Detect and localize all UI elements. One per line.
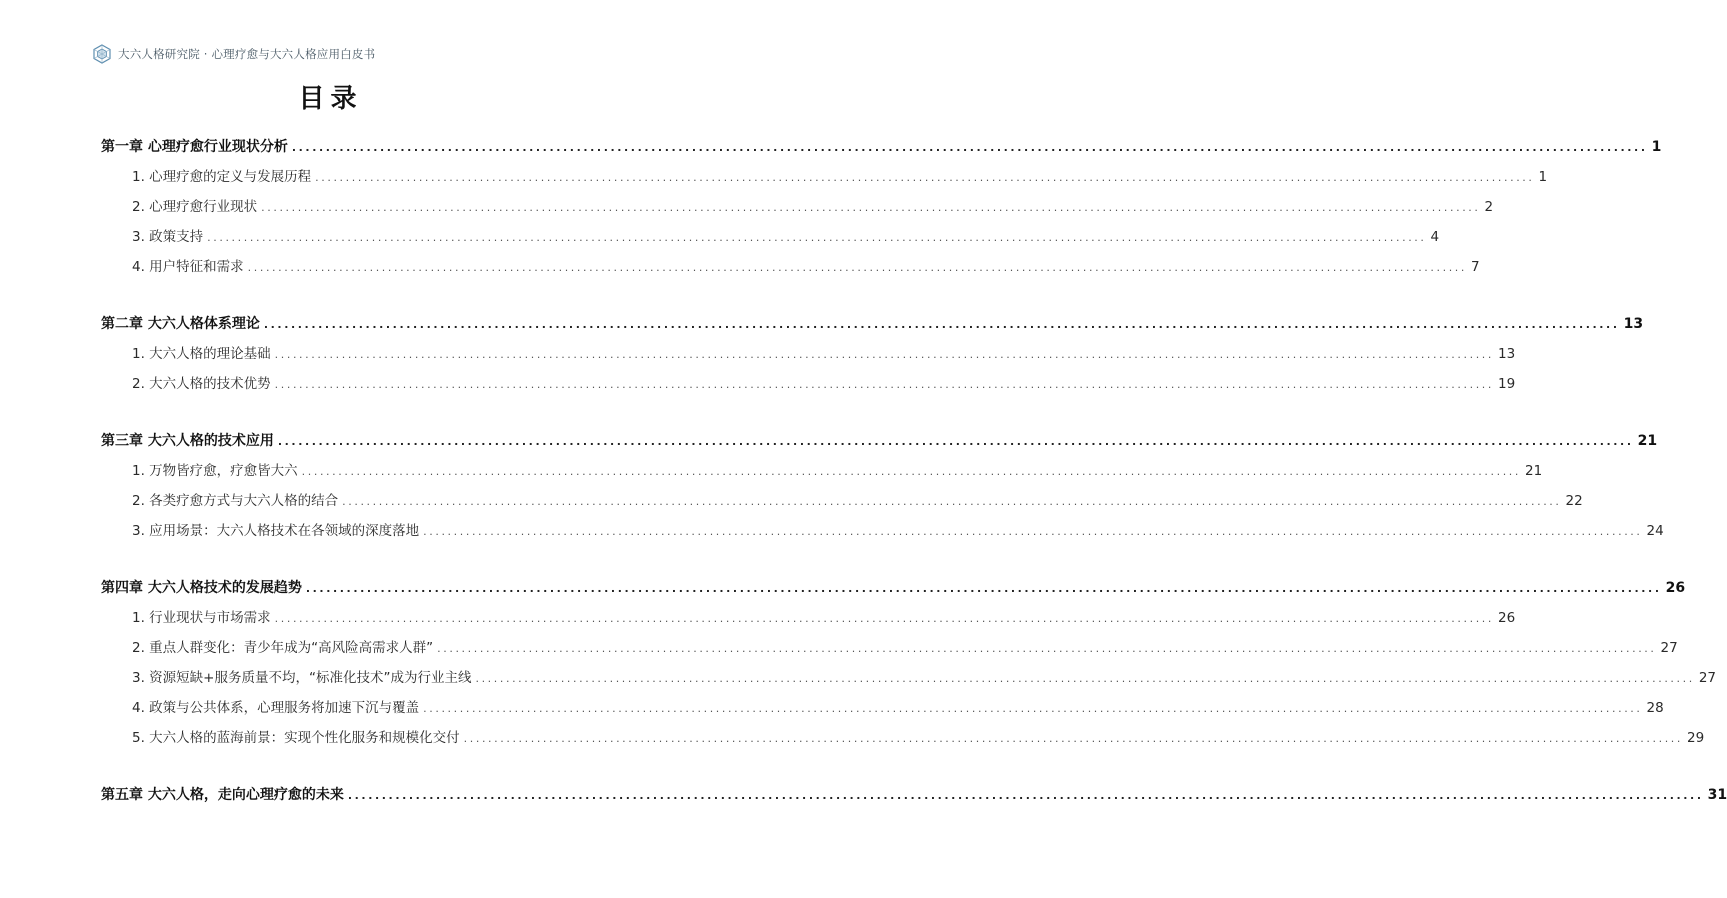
toc-chapter[interactable] bbox=[101, 780, 1727, 810]
dot-leader: ........................................................................................................................................................................................................ bbox=[475, 672, 1695, 685]
toc-item-label: 2. 大六人格的技术优势 bbox=[132, 376, 271, 392]
dot-leader: ........................................................................................................................................................................................................ bbox=[207, 231, 1427, 244]
toc-item-label: 1. 行业现状与市场需求 bbox=[132, 610, 271, 626]
page-title: 目录 bbox=[298, 84, 363, 114]
toc-chapter[interactable] bbox=[101, 573, 1686, 603]
toc-item[interactable] bbox=[101, 663, 1716, 693]
toc-item-label: 4. 用户特征和需求 bbox=[132, 259, 244, 275]
toc-item-page-number: 22 bbox=[1565, 493, 1583, 509]
toc-chapter-label: 第三章 大六人格的技术应用 bbox=[101, 433, 274, 449]
hexagon-network-logo-icon bbox=[92, 44, 112, 64]
dot-leader: ........................................................................................................................................................................................................ bbox=[423, 702, 1643, 715]
toc-item[interactable] bbox=[101, 456, 1543, 486]
toc-item[interactable] bbox=[101, 162, 1548, 192]
toc-chapter[interactable] bbox=[101, 132, 1662, 162]
dot-leader: ........................................................................................................................................................................................................ bbox=[463, 732, 1683, 745]
toc-item-label: 2. 心理疗愈行业现状 bbox=[132, 199, 258, 215]
toc-item-page-number: 27 bbox=[1698, 670, 1716, 686]
toc-item-label: 3. 应用场景：大六人格技术在各领域的深度落地 bbox=[132, 523, 420, 539]
chapter-spacer bbox=[101, 282, 564, 309]
toc-chapter-label: 第二章 大六人格体系理论 bbox=[101, 316, 260, 332]
toc-item-page-number: 13 bbox=[1498, 346, 1516, 362]
toc-item-page-number: 29 bbox=[1687, 730, 1705, 746]
chapter-spacer bbox=[101, 753, 564, 780]
toc-chapter-page-number: 31 bbox=[1707, 787, 1727, 803]
toc-chapter-label: 第四章 大六人格技术的发展趋势 bbox=[101, 580, 302, 596]
table-of-contents bbox=[101, 132, 1727, 810]
chapter-spacer bbox=[101, 399, 564, 426]
toc-item[interactable] bbox=[101, 222, 1440, 252]
dot-leader: ........................................................................................................................................................................................................ bbox=[247, 261, 1467, 274]
toc-chapter-label: 第一章 心理疗愈行业现状分析 bbox=[101, 139, 288, 155]
toc-item-label: 3. 资源短缺+服务质量不均，“标准化技术”成为行业主线 bbox=[132, 670, 472, 686]
dot-leader: ........................................................................................................................................................................................................ bbox=[423, 525, 1643, 538]
toc-item[interactable] bbox=[101, 339, 1516, 369]
toc-chapter-page-number: 13 bbox=[1623, 316, 1644, 332]
toc-item-label: 2. 重点人群变化：青少年成为“高风险高需求人群” bbox=[132, 640, 434, 656]
toc-item-page-number: 28 bbox=[1646, 700, 1664, 716]
dot-leader: ........................................................................................................................................................................................................ bbox=[263, 318, 1620, 331]
toc-item[interactable] bbox=[101, 369, 1516, 399]
toc-item-label: 1. 心理疗愈的定义与发展历程 bbox=[132, 169, 312, 185]
toc-item-page-number: 1 bbox=[1538, 169, 1548, 185]
toc-chapter-page-number: 1 bbox=[1651, 139, 1662, 155]
toc-item-page-number: 26 bbox=[1498, 610, 1516, 626]
toc-item[interactable] bbox=[101, 693, 1664, 723]
toc-item-page-number: 19 bbox=[1498, 376, 1516, 392]
dot-leader: ........................................................................................................................................................................................................ bbox=[301, 465, 1521, 478]
toc-item[interactable] bbox=[101, 192, 1494, 222]
dot-leader: ........................................................................................................................................................................................................ bbox=[274, 348, 1494, 361]
toc-item-page-number: 4 bbox=[1430, 229, 1440, 245]
toc-item-page-number: 2 bbox=[1484, 199, 1494, 215]
dot-leader: ........................................................................................................................................................................................................ bbox=[277, 435, 1634, 448]
toc-item[interactable] bbox=[101, 603, 1516, 633]
toc-item-page-number: 7 bbox=[1471, 259, 1480, 275]
toc-chapter-page-number: 26 bbox=[1665, 580, 1686, 596]
toc-item-label: 3. 政策支持 bbox=[132, 229, 204, 245]
dot-leader: ........................................................................................................................................................................................................ bbox=[347, 789, 1704, 802]
toc-item[interactable] bbox=[101, 723, 1705, 753]
toc-item-label: 1. 万物皆疗愈，疗愈皆大六 bbox=[132, 463, 298, 479]
dot-leader: ........................................................................................................................................................................................................ bbox=[342, 495, 1562, 508]
dot-leader: ........................................................................................................................................................................................................ bbox=[437, 642, 1657, 655]
dot-leader: ........................................................................................................................................................................................................ bbox=[315, 171, 1535, 184]
header-title: 大六人格研究院 · 心理疗愈与大六人格应用白皮书 bbox=[118, 47, 376, 61]
toc-item[interactable] bbox=[101, 252, 1480, 282]
toc-item-label: 1. 大六人格的理论基础 bbox=[132, 346, 271, 362]
toc-item[interactable] bbox=[101, 633, 1678, 663]
dot-leader: ........................................................................................................................................................................................................ bbox=[274, 378, 1494, 391]
toc-chapter[interactable] bbox=[101, 309, 1644, 339]
toc-chapter-label: 第五章 大六人格，走向心理疗愈的未来 bbox=[101, 787, 344, 803]
toc-item-label: 4. 政策与公共体系，心理服务将加速下沉与覆盖 bbox=[132, 700, 420, 716]
dot-leader: ........................................................................................................................................................................................................ bbox=[274, 612, 1494, 625]
toc-item[interactable] bbox=[101, 516, 1664, 546]
toc-item-label: 2. 各类疗愈方式与大六人格的结合 bbox=[132, 493, 339, 509]
dot-leader: ........................................................................................................................................................................................................ bbox=[291, 141, 1648, 154]
toc-chapter-page-number: 21 bbox=[1637, 433, 1658, 449]
page-header bbox=[92, 44, 375, 64]
toc-item-label: 5. 大六人格的蓝海前景：实现个性化服务和规模化交付 bbox=[132, 730, 460, 746]
dot-leader: ........................................................................................................................................................................................................ bbox=[261, 201, 1481, 214]
toc-chapter[interactable] bbox=[101, 426, 1658, 456]
toc-item-page-number: 24 bbox=[1646, 523, 1664, 539]
toc-item-page-number: 27 bbox=[1660, 640, 1678, 656]
toc-item-page-number: 21 bbox=[1525, 463, 1543, 479]
dot-leader: ........................................................................................................................................................................................................ bbox=[305, 582, 1662, 595]
chapter-spacer bbox=[101, 546, 564, 573]
toc-item[interactable] bbox=[101, 486, 1583, 516]
